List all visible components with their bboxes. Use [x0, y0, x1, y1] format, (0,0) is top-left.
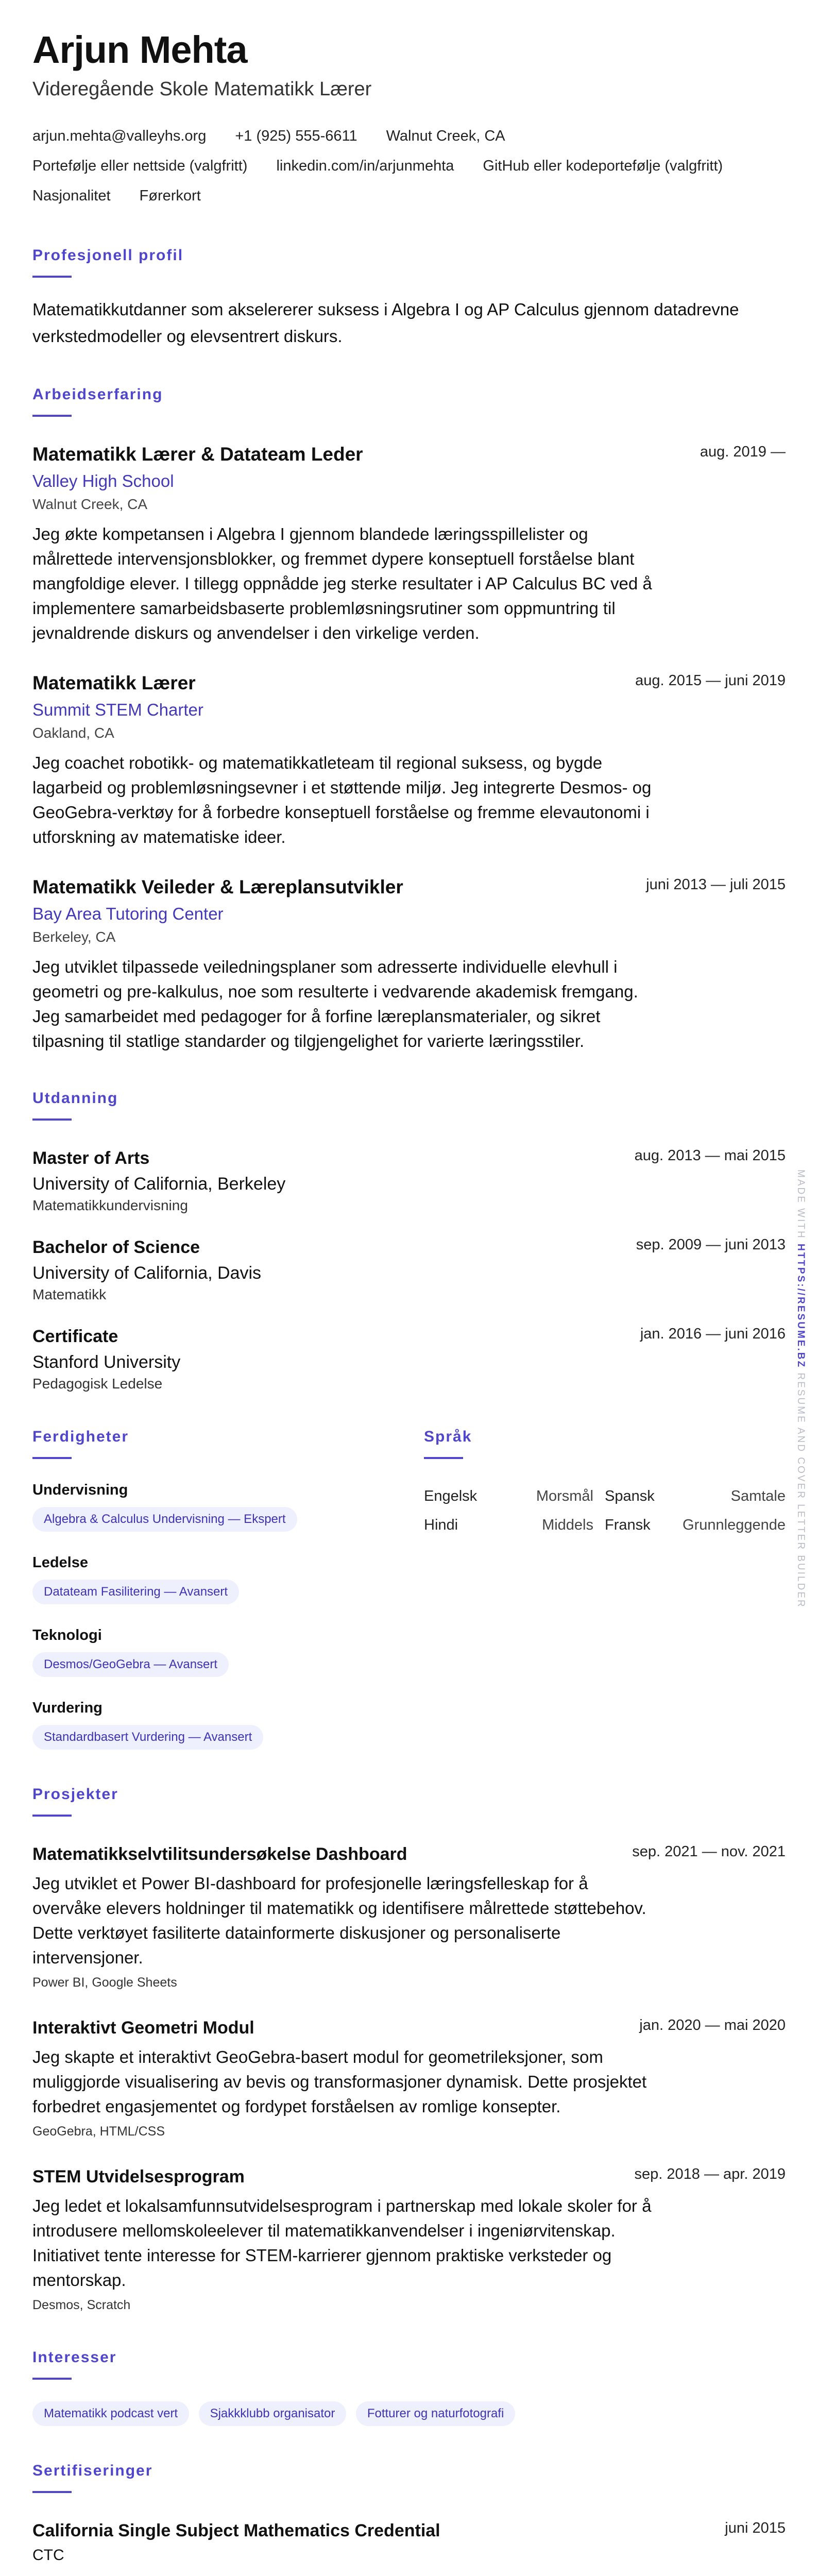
profile-section: [32, 247, 786, 350]
watermark-prefix: MADE WITH: [795, 1170, 806, 1240]
contact-drivers-license: Førerkort: [139, 187, 201, 204]
experience-entry: [32, 671, 786, 850]
skill-pill: Algebra & Calculus Undervisning — Ekspert: [32, 1507, 297, 1532]
profile-summary: Matematikkutdanner som akselererer suksess i Algebra I og AP Calculus gjennom datadrevne verkstedmodeller og elevsentrert diskurs.: [32, 299, 739, 346]
project-title: STEM Utvidelsesprogram: [32, 2166, 245, 2187]
section-divider: [32, 2491, 72, 2493]
language-level: Samtale: [730, 1487, 786, 1504]
contact-portfolio[interactable]: Portefølje eller nettside (valgfritt): [32, 157, 248, 174]
degree: Bachelor of Science: [32, 1237, 200, 1257]
language-item: [605, 1511, 786, 1539]
job-location: Oakland, CA: [32, 724, 114, 741]
interest-list: [32, 2393, 786, 2426]
contact-phone[interactable]: +1 (925) 555-6611: [235, 127, 357, 144]
project-description: Jeg utviklet et Power BI-dashboard for profesjonelle læringsfelleskap for å overvåke elevers holdninger til matematikk og identifisere målrettede støttebehov. Dette verktøyet fasiliterte datainformerte diskusjoner og personaliserte intervensjoner.: [32, 1873, 646, 1967]
section-title-certifications: Sertifiseringer: [32, 2462, 153, 2479]
job-date: aug. 2015 — juni 2019: [635, 672, 786, 689]
resume-page: [32, 30, 786, 2564]
job-location: Walnut Creek, CA: [32, 496, 148, 512]
employer-name: Valley High School: [32, 471, 174, 490]
section-title-education: Utdanning: [32, 1089, 118, 1107]
education-section: [32, 1090, 786, 1392]
skill-pill: Desmos/GeoGebra — Avansert: [32, 1652, 229, 1677]
interest-pill: Fotturer og naturfotografi: [356, 2401, 515, 2426]
skills-section: [32, 1428, 424, 1750]
skill-category: Vurdering: [32, 1699, 103, 1716]
certification-entry: [32, 2519, 786, 2564]
project-date: jan. 2020 — mai 2020: [639, 2016, 786, 2033]
project-keywords: Power BI, Google Sheets: [32, 1975, 177, 1990]
certifications-section: [32, 2462, 786, 2564]
job-date: aug. 2019 —: [700, 443, 786, 460]
section-title-projects: Prosjekter: [32, 1785, 118, 1803]
degree: Master of Arts: [32, 1148, 150, 1168]
section-title-skills: Ferdigheter: [32, 1428, 129, 1445]
section-divider: [32, 415, 72, 417]
certification-issuer: CTC: [32, 2546, 64, 2564]
section-divider: [32, 2378, 72, 2380]
job-description: Jeg utviklet tilpassede veiledningsplaner som adresserte individuelle elevhull i geometri og pre-kalkulus, noe som resulterte i vedvarende akademisk fremgang. Jeg samarbeidet med pedagoger for å forfine læreplansmaterialer, og sikret tilpasning til statlige standarder og tilgjengelighet for varierte læringsstiler.: [32, 957, 638, 1050]
language-name: Spansk: [605, 1487, 655, 1504]
skill-category: Teknologi: [32, 1626, 102, 1643]
section-title-interests: Interesser: [32, 2348, 117, 2366]
watermark-suffix: RESUME AND COVER LETTER BUILDER: [795, 1372, 806, 1608]
project-description: Jeg ledet et lokalsamfunnsutvidelsesprogram i partnerskap med lokale skoler for å introdusere mellomskoleelever til matematikkanvendelser i ingeniørvitenskap. Initiativet tente interesse for STEM-karrierer gjennom praktiske verksteder og mentorskap.: [32, 2196, 652, 2290]
section-divider: [32, 276, 72, 278]
interests-section: [32, 2349, 786, 2426]
language-name: Hindi: [424, 1516, 458, 1533]
interest-pill: Sjakkklubb organisator: [199, 2401, 347, 2426]
study-area: Matematikk: [32, 1286, 107, 1302]
skill-pill: Standardbasert Vurdering — Avansert: [32, 1725, 263, 1750]
project-keywords: GeoGebra, HTML/CSS: [32, 2124, 165, 2139]
contact-list: [32, 121, 764, 211]
education-date: aug. 2013 — mai 2015: [634, 1147, 786, 1164]
project-title: Interaktivt Geometri Modul: [32, 2018, 254, 2038]
language-level: Middels: [542, 1516, 593, 1533]
education-entry: [32, 1325, 786, 1392]
project-description: Jeg skapte et interaktivt GeoGebra-basert modul for geometrileksjoner, som muliggjorde visualisering av bevis og transformasjoner dynamisk. Dette prosjektet forbedret engasjementet og fordypet forståelsen av romlige konsepter.: [32, 2047, 647, 2116]
job-title: Matematikk Veileder & Læreplansutvikler: [32, 876, 403, 897]
section-title-experience: Arbeidserfaring: [32, 385, 163, 403]
education-date: jan. 2016 — juni 2016: [640, 1325, 786, 1342]
experience-entry: [32, 443, 786, 646]
candidate-headline: Videregående Skole Matematikk Lærer: [32, 78, 372, 100]
job-date: juni 2013 — juli 2015: [646, 876, 786, 893]
contact-github[interactable]: GitHub eller kodeportefølje (valgfritt): [483, 157, 723, 174]
project-entry: [32, 1842, 786, 1990]
education-date: sep. 2009 — juni 2013: [636, 1236, 786, 1253]
skill-category: Ledelse: [32, 1554, 88, 1571]
job-description: Jeg coachet robotikk- og matematikkatleteam til regional suksess, og bygde lagarbeid og problemløsningsevner i et støttende miljø. Jeg integrerte Desmos- og GeoGebra-verktøy for å forbedre konseptuell forståelse og fremme elevautonomi i utforskning av matematiske ideer.: [32, 753, 652, 846]
employer-name: Summit STEM Charter: [32, 700, 203, 719]
skill-category: Undervisning: [32, 1481, 128, 1498]
language-item: [605, 1482, 786, 1511]
project-title: Matematikkselvtilitsundersøkelse Dashboard: [32, 1844, 407, 1864]
section-divider: [32, 1457, 72, 1459]
language-item: [424, 1482, 605, 1511]
certification-title: California Single Subject Mathematics Credential: [32, 2520, 440, 2540]
study-area: Pedagogisk Ledelse: [32, 1375, 163, 1392]
language-item: [424, 1511, 605, 1539]
project-date: sep. 2018 — apr. 2019: [634, 2165, 786, 2182]
job-description: Jeg økte kompetansen i Algebra I gjennom blandede læringsspillelister og målrettede intervensjonsblokker, og fremmet dypere konseptuell forståelse blant mangfoldige elever. I tillegg oppnådde jeg sterke resultater i AP Calculus BC ved å implementere samarbeidsbaserte problemløsningsrutiner som oppmuntring til jevnaldrende diskurs og anvendelser i den virkelige verden.: [32, 524, 652, 642]
section-divider: [32, 1118, 72, 1121]
education-entry: [32, 1235, 786, 1303]
language-level: Grunnleggende: [683, 1516, 786, 1533]
section-divider: [424, 1457, 463, 1459]
job-location: Berkeley, CA: [32, 928, 116, 945]
project-date: sep. 2021 — nov. 2021: [632, 1843, 786, 1860]
contact-nationality: Nasjonalitet: [32, 187, 111, 204]
section-title-profile: Profesjonell profil: [32, 246, 184, 264]
languages-section: [424, 1428, 786, 1750]
institution: University of California, Davis: [32, 1263, 262, 1283]
job-title: Matematikk Lærer: [32, 672, 196, 693]
watermark-link[interactable]: HTTPS://RESUME.BZ: [795, 1244, 806, 1369]
project-entry: [32, 2016, 786, 2139]
skills-languages-row: [32, 1428, 786, 1750]
institution: Stanford University: [32, 1352, 181, 1372]
institution: University of California, Berkeley: [32, 1174, 286, 1194]
language-level: Morsmål: [536, 1487, 593, 1504]
experience-entry: [32, 875, 786, 1054]
resume-header: [32, 30, 786, 211]
watermark-text: [795, 1170, 806, 1608]
skill-pill: Datateam Fasilitering — Avansert: [32, 1580, 239, 1604]
language-name: Engelsk: [424, 1487, 478, 1504]
contact-linkedin[interactable]: linkedin.com/in/arjunmehta: [276, 157, 454, 174]
degree: Certificate: [32, 1326, 118, 1346]
project-entry: [32, 2165, 786, 2313]
certification-date: juni 2015: [725, 2519, 786, 2536]
contact-location: Walnut Creek, CA: [386, 127, 505, 144]
education-entry: [32, 1146, 786, 1214]
study-area: Matematikkundervisning: [32, 1197, 188, 1213]
language-list: [424, 1482, 786, 1539]
employer-name: Bay Area Tutoring Center: [32, 904, 224, 923]
watermark: [795, 1170, 818, 1608]
projects-section: [32, 1786, 786, 2313]
contact-email[interactable]: arjun.mehta@valleyhs.org: [32, 127, 207, 144]
experience-section: [32, 386, 786, 1054]
interest-pill: Matematikk podcast vert: [32, 2401, 189, 2426]
job-title: Matematikk Lærer & Datateam Leder: [32, 443, 363, 465]
project-keywords: Desmos, Scratch: [32, 2297, 131, 2312]
language-name: Fransk: [605, 1516, 651, 1533]
section-divider: [32, 1815, 72, 1817]
section-title-languages: Språk: [424, 1428, 472, 1445]
candidate-name: Arjun Mehta: [32, 28, 247, 71]
